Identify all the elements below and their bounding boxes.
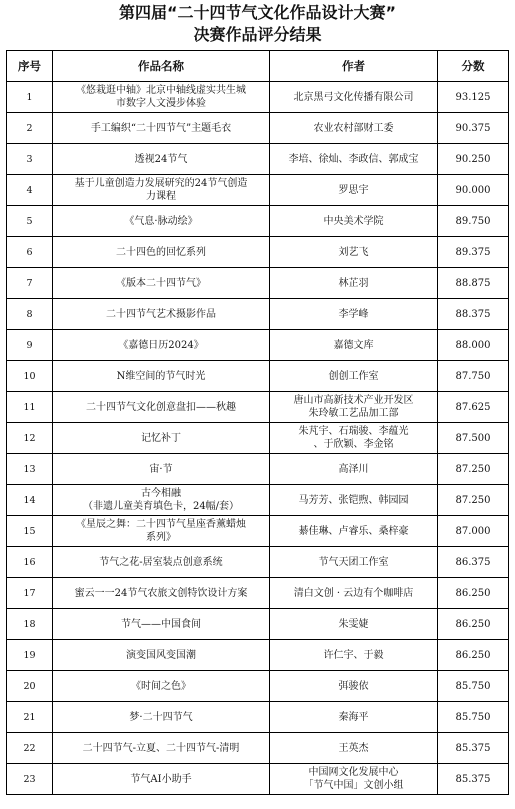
cell-no: 18 [7,609,53,640]
cell-name: 《嘉德日历2024》 [53,330,270,361]
table-row [7,702,509,733]
table-row [7,423,509,454]
cell-name: 记忆补丁 [53,423,270,454]
cell-score: 87.000 [438,516,509,547]
cell-name: 二十四色的回忆系列 [53,237,270,268]
cell-score: 87.250 [438,454,509,485]
cell-author: 中央美术学院 [270,206,438,237]
cell-name: 二十四节气艺术摄影作品 [53,299,270,330]
cell-score: 86.250 [438,609,509,640]
cell-no: 23 [7,764,53,795]
cell-score: 87.625 [438,392,509,423]
cell-no: 15 [7,516,53,547]
cell-author: 嘉德文库 [270,330,438,361]
cell-name: 节气——中国食间 [53,609,270,640]
cell-author: 林芷羽 [270,268,438,299]
page-title: 第四届“二十四节气文化作品设计大赛” [118,3,397,22]
cell-no: 8 [7,299,53,330]
cell-author: 秦海平 [270,702,438,733]
cell-score: 90.000 [438,175,509,206]
table-row [7,175,509,206]
cell-name: 基于儿童创造力发展研究的24节气创造 力课程 [53,175,270,206]
cell-name: 梦·二十四节气 [53,702,270,733]
cell-name: 《星辰之舞：二十四节气星座香薰蜡烛 系列》 [53,516,270,547]
cell-score: 85.375 [438,764,509,795]
cell-name: 《气息·脉动绘》 [53,206,270,237]
cell-no: 13 [7,454,53,485]
cell-no: 21 [7,702,53,733]
cell-author: 北京黑弓文化传播有限公司 [270,82,438,113]
table-header-row [7,51,509,82]
table-row [7,671,509,702]
table-row [7,392,509,423]
table-row [7,206,509,237]
cell-no: 3 [7,144,53,175]
cell-author: 节气天团工作室 [270,547,438,578]
cell-name: 《版本二十四节气》 [53,268,270,299]
cell-name: 《时间之色》 [53,671,270,702]
cell-score: 86.375 [438,547,509,578]
cell-no: 19 [7,640,53,671]
cell-no: 20 [7,671,53,702]
table-row [7,578,509,609]
cell-no: 1 [7,82,53,113]
table-row [7,299,509,330]
cell-no: 4 [7,175,53,206]
cell-score: 88.875 [438,268,509,299]
cell-author: 罗思宇 [270,175,438,206]
cell-author: 刘艺飞 [270,237,438,268]
cell-score: 88.000 [438,330,509,361]
table-row [7,237,509,268]
cell-score: 85.375 [438,733,509,764]
cell-author: 朱雯婕 [270,609,438,640]
results-table [6,50,509,795]
cell-no: 12 [7,423,53,454]
cell-name: 节气之花-居室装点创意系统 [53,547,270,578]
cell-score: 86.250 [438,578,509,609]
cell-score: 86.250 [438,640,509,671]
cell-author: 李培、徐灿、李政信、郭成宝 [270,144,438,175]
cell-name: 古今相融 （非遗儿童美育填色卡，24幅/套） [53,485,270,516]
table-row [7,361,509,392]
header-no: 序号 [7,51,53,82]
table-row [7,82,509,113]
cell-score: 89.375 [438,237,509,268]
cell-score: 88.375 [438,299,509,330]
cell-no: 22 [7,733,53,764]
cell-author: 唐山市高新技术产业开发区 朱玲敏工艺品加工部 [270,392,438,423]
cell-name: 节气AI小助手 [53,764,270,795]
page-subtitle: 决赛作品评分结果 [193,25,322,44]
table-body [7,82,509,795]
cell-author: 弭骏依 [270,671,438,702]
cell-no: 9 [7,330,53,361]
cell-no: 5 [7,206,53,237]
header-author: 作者 [270,51,438,82]
cell-author: 清白文创 · 云边有个咖啡店 [270,578,438,609]
cell-score: 89.750 [438,206,509,237]
table-row [7,485,509,516]
cell-author: 马芳芳、张铠煦、韩园园 [270,485,438,516]
cell-author: 王英杰 [270,733,438,764]
cell-name: 《悠栽逛中轴》北京中轴线虚实共生城 市数字人文漫步体验 [53,82,270,113]
table-row [7,268,509,299]
table-row [7,733,509,764]
table-row [7,330,509,361]
cell-name: 手工编织“二十四节气”主题毛衣 [53,113,270,144]
cell-score: 85.750 [438,671,509,702]
cell-no: 17 [7,578,53,609]
cell-author: 李学峰 [270,299,438,330]
cell-author: 綦佳琳、卢睿乐、桑梓豪 [270,516,438,547]
cell-score: 93.125 [438,82,509,113]
table-row [7,547,509,578]
header-name: 作品名称 [53,51,270,82]
cell-author: 农业农村部财工委 [270,113,438,144]
cell-no: 7 [7,268,53,299]
cell-name: N维空间的节气时光 [53,361,270,392]
cell-name: 二十四节气-立夏、二十四节气-清明 [53,733,270,764]
cell-author: 朱芃宇、石瑞骏、李蕴光 、于欣颖、李金铭 [270,423,438,454]
cell-score: 90.375 [438,113,509,144]
table-row [7,113,509,144]
cell-no: 6 [7,237,53,268]
cell-score: 87.500 [438,423,509,454]
table-row [7,516,509,547]
cell-name: 蜜云一一24节气农旅文创特饮设计方案 [53,578,270,609]
cell-no: 11 [7,392,53,423]
cell-no: 2 [7,113,53,144]
cell-no: 10 [7,361,53,392]
cell-score: 87.250 [438,485,509,516]
cell-score: 90.250 [438,144,509,175]
cell-no: 16 [7,547,53,578]
table-row [7,144,509,175]
cell-author: 许仁宇、于毅 [270,640,438,671]
cell-name: 二十四节气文化创意盘扣——秋趣 [53,392,270,423]
cell-name: 宙·节 [53,454,270,485]
table-row [7,640,509,671]
cell-author: 创创工作室 [270,361,438,392]
cell-name: 演变国风变国潮 [53,640,270,671]
cell-no: 14 [7,485,53,516]
table-row [7,764,509,795]
cell-score: 87.750 [438,361,509,392]
cell-author: 中国网文化发展中心 「节气中国」文创小组 [270,764,438,795]
cell-author: 高泽川 [270,454,438,485]
table-row [7,454,509,485]
cell-score: 85.750 [438,702,509,733]
header-score: 分数 [438,51,509,82]
cell-name: 透视24节气 [53,144,270,175]
table-row [7,609,509,640]
